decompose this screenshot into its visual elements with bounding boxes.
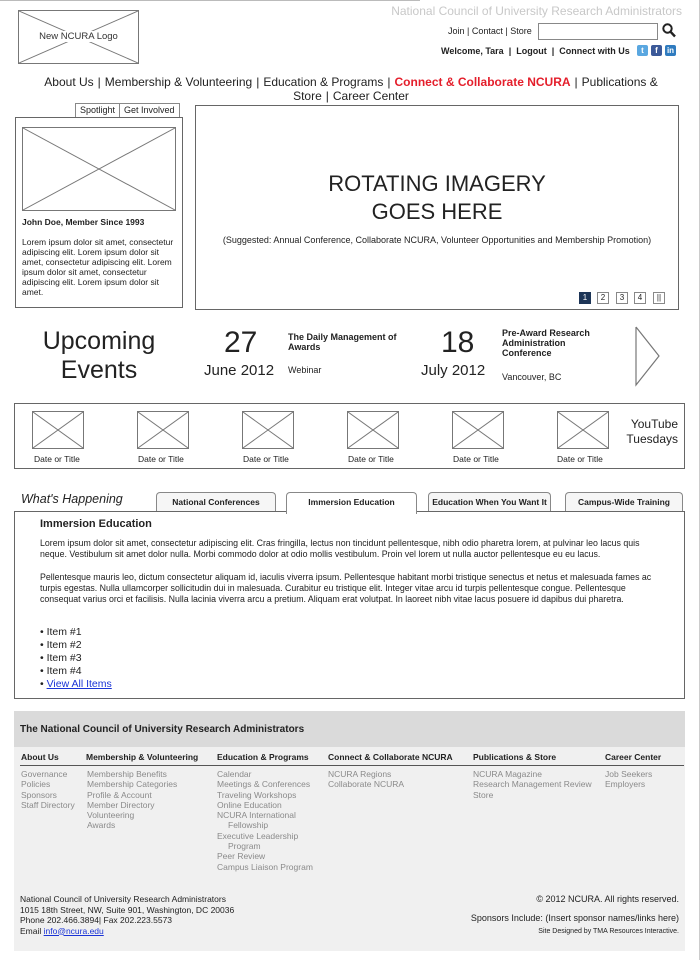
contact-link[interactable]: Contact xyxy=(471,26,503,36)
tab-national-conferences[interactable]: National Conferences xyxy=(156,492,276,512)
footer-link[interactable]: Fellowship xyxy=(228,820,269,831)
footer-heading-career[interactable]: Career Center xyxy=(605,752,662,762)
tab-get-involved[interactable]: Get Involved xyxy=(119,103,180,117)
footer-link[interactable]: Meetings & Conferences xyxy=(217,779,311,790)
whats-happening-title: What's Happening xyxy=(21,492,123,506)
footer-link[interactable]: Awards xyxy=(87,820,116,831)
join-link[interactable]: Join xyxy=(448,26,465,36)
utility-links: Join | Contact | Store xyxy=(448,26,532,36)
spotlight-image-placeholder xyxy=(22,127,176,211)
tab-education-when-you-want-it[interactable]: Education When You Want It xyxy=(428,492,551,512)
store-link[interactable]: Store xyxy=(510,26,532,36)
panel-paragraph: Pellentesque mauris leo, dictum consectetur aliquam id, iaculis viverra ipsum. Pellentesque habitant morbi tristique senectus et netus et malesuada fames ac turpis egestas. Nulla ullamcorper sollicitudin dui in malesuada. Curabitur eu tristique elit. Integer vitae arcu id turpis pellentesque congue. Pellentesque consequat varius orci et facilisis. Nulla lacinia viverra arcu a pretium. Aliquam erat volutpat. In laoreet nibh vitae lacus posuere id dapibus dui pharetra. xyxy=(40,572,652,604)
nav-career[interactable]: Career Center xyxy=(332,89,409,103)
video-caption[interactable]: Date or Title xyxy=(453,454,499,464)
email-link[interactable]: info@ncura.edu xyxy=(43,925,104,936)
logout-link[interactable]: Logout xyxy=(516,46,547,56)
list-item: • Item #4 xyxy=(40,665,82,677)
rotating-title-line1: ROTATING IMAGERY xyxy=(328,171,546,196)
video-caption[interactable]: Date or Title xyxy=(34,454,80,464)
rotating-title xyxy=(196,170,678,226)
list-item: • Item #2 xyxy=(40,639,82,651)
footer-heading-publications[interactable]: Publications & Store xyxy=(473,752,557,762)
footer-link[interactable]: Research Management Review xyxy=(473,779,592,790)
chevron-right-icon[interactable] xyxy=(632,325,662,387)
video-thumbnail[interactable] xyxy=(557,411,609,449)
footer-link[interactable]: Program xyxy=(228,841,261,852)
pager-3[interactable]: 3 xyxy=(616,292,628,304)
footer-link[interactable]: Online Education xyxy=(217,799,282,810)
list-item: • Item #1 xyxy=(40,626,82,638)
footer-link[interactable]: Job Seekers xyxy=(605,769,653,779)
rotating-subtitle: (Suggested: Annual Conference, Collaborate NCURA, Volunteer Opportunities and Membership Promotion) xyxy=(222,235,652,245)
account-bar: Welcome, Tara | Logout | Connect with Us xyxy=(441,46,630,56)
video-thumbnail[interactable] xyxy=(137,411,189,449)
copyright: © 2012 NCURA. All rights reserved. xyxy=(536,894,679,904)
footer-links-education xyxy=(217,769,313,872)
footer-address xyxy=(20,894,234,936)
pause-button[interactable]: || xyxy=(653,292,665,304)
event-month: June 2012 xyxy=(204,362,275,379)
list-item: • Item #3 xyxy=(40,652,82,664)
footer-links-membership xyxy=(87,769,177,831)
footer-link[interactable]: Campus Liaison Program xyxy=(217,861,313,872)
linkedin-icon[interactable]: in xyxy=(666,46,675,55)
nav-membership[interactable]: Membership & Volunteering xyxy=(104,75,253,89)
address-email-row xyxy=(20,926,234,937)
pager-4[interactable]: 4 xyxy=(634,292,646,304)
event-month: July 2012 xyxy=(421,362,486,379)
address-street: 1015 18th Street, NW, Suite 901, Washington, DC 20036 xyxy=(20,904,235,915)
search-icon[interactable] xyxy=(662,23,676,38)
search-input[interactable] xyxy=(538,23,658,40)
rotating-title-line2: GOES HERE xyxy=(371,199,503,224)
footer-link[interactable]: Peer Review xyxy=(217,851,266,862)
event-day: 27 xyxy=(224,326,258,359)
spotlight-body: Lorem ipsum dolor sit amet, consectetur adipiscing elit. Lorem ipsum dolor sit amet, consectetur adipiscing elit. Lorem ipsum dolor sit amet, consectetur adipiscing elit. Lorem ipsum dolor sit amet. xyxy=(22,237,174,297)
logo-placeholder[interactable] xyxy=(18,10,139,64)
org-name: National Council of University Research Administrators xyxy=(391,4,682,18)
footer-link[interactable]: Executive Leadership xyxy=(217,830,299,841)
event-location: Vancouver, BC xyxy=(502,372,562,382)
design-credit[interactable]: Site Designed by TMA Resources Interactive. xyxy=(538,928,679,935)
video-thumbnail[interactable] xyxy=(242,411,294,449)
footer-links-career xyxy=(605,769,652,790)
pager-2[interactable]: 2 xyxy=(597,292,609,304)
footer-links-connect xyxy=(328,769,404,790)
footer-heading-connect[interactable]: Connect & Collaborate NCURA xyxy=(328,752,453,762)
footer-link[interactable]: NCURA Magazine xyxy=(473,769,542,779)
footer-link[interactable]: Employers xyxy=(605,779,646,790)
footer-divider xyxy=(20,765,684,766)
footer-links-publications xyxy=(473,769,592,800)
nav-about[interactable]: About Us xyxy=(44,75,94,89)
footer-link[interactable]: Membership Benefits xyxy=(87,769,167,779)
footer-links-about xyxy=(21,769,75,810)
upcoming-events-title xyxy=(30,327,168,385)
address-phone: Phone 202.466.3894| Fax 202.223.5573 xyxy=(20,915,173,925)
video-thumbnail[interactable] xyxy=(452,411,504,449)
footer-link[interactable]: Collaborate NCURA xyxy=(328,779,405,790)
address-org: National Council of University Research Administrators xyxy=(20,894,226,904)
event-title[interactable]: The Daily Management of Awards xyxy=(288,332,397,352)
nav-connect-collaborate[interactable]: Connect & Collaborate NCURA xyxy=(394,75,571,89)
sponsors-text: Sponsors Include: (Insert sponsor names/links here) xyxy=(470,913,679,923)
view-all-item: • View All Items xyxy=(40,678,112,690)
footer-link[interactable]: Governance xyxy=(21,769,68,779)
footer-link[interactable]: Calendar xyxy=(217,769,252,779)
main-nav: About Us | Membership & Volunteering | Education & Programs | Connect & Collaborate NCURA | Publications & Store | Career Center xyxy=(44,75,658,103)
footer-link[interactable]: Store xyxy=(473,789,494,800)
event-title[interactable]: Pre-Award Research Administration Conference xyxy=(502,328,590,358)
footer-heading-about[interactable]: About Us xyxy=(21,752,59,762)
pager-1[interactable]: 1 xyxy=(579,292,591,304)
footer-link[interactable]: Volunteering xyxy=(87,810,135,821)
video-caption[interactable]: Date or Title xyxy=(243,454,289,464)
footer-link[interactable]: Policies xyxy=(21,779,51,790)
youtube-tuesdays-label[interactable]: YouTube Tuesdays xyxy=(626,417,678,446)
footer-link[interactable]: Profile & Account xyxy=(87,789,152,800)
spotlight-member-name: John Doe, Member Since 1993 xyxy=(22,217,145,227)
tab-immersion-education[interactable]: Immersion Education xyxy=(286,492,417,514)
footer-heading-membership[interactable]: Membership & Volunteering xyxy=(86,752,199,762)
logo-text: New NCURA Logo xyxy=(39,31,118,42)
item-list xyxy=(40,626,112,691)
panel-paragraph: Lorem ipsum dolor sit amet, consectetur adipiscing elit. Cras fringilla, lectus non tincidunt pellentesque, nibh odio pharetra lorem, at pulvinar leo lacus quis neque. Vestibulum sit amet dolor nulla. Morbi commodo dolor at odio mollis vestibulum. Proin vel lorem ut nulla auctor pellentesque eu eu lacus. xyxy=(40,538,640,559)
top-divider xyxy=(0,0,420,1)
nav-education[interactable]: Education & Programs xyxy=(263,75,384,89)
footer-link[interactable]: NCURA Regions xyxy=(328,769,392,779)
welcome-text: Welcome, Tara xyxy=(441,46,504,56)
view-all-link[interactable]: View All Items xyxy=(46,678,112,690)
video-caption[interactable]: Date or Title xyxy=(557,454,603,464)
footer-link[interactable]: Member Directory xyxy=(87,799,155,810)
panel-heading: Immersion Education xyxy=(40,518,152,530)
facebook-icon[interactable]: f xyxy=(651,45,662,56)
video-thumbnail[interactable] xyxy=(32,411,84,449)
upcoming-events-line2: Events xyxy=(60,356,138,384)
upcoming-events-line1: Upcoming xyxy=(42,327,156,355)
footer-link[interactable]: Sponsors xyxy=(21,789,57,800)
footer-link[interactable]: NCURA International xyxy=(217,810,296,821)
footer-link[interactable]: Membership Categories xyxy=(87,779,178,790)
nav-publications[interactable]: Publications & Store xyxy=(293,75,658,103)
event-type: Webinar xyxy=(288,365,322,375)
video-caption[interactable]: Date or Title xyxy=(348,454,394,464)
event-day: 18 xyxy=(441,326,475,359)
tab-spotlight[interactable]: Spotlight xyxy=(75,103,120,117)
connect-with-us-label: Connect with Us xyxy=(559,46,630,56)
twitter-icon[interactable]: t xyxy=(637,45,648,56)
footer-link[interactable]: Staff Directory xyxy=(21,799,75,810)
footer-title: The National Council of University Research Administrators xyxy=(20,724,305,735)
rotating-imagery[interactable] xyxy=(195,105,679,310)
email-label: Email xyxy=(20,925,44,936)
video-thumbnail[interactable] xyxy=(347,411,399,449)
video-caption[interactable]: Date or Title xyxy=(138,454,184,464)
footer-heading-education[interactable]: Education & Programs xyxy=(217,752,309,762)
tab-campus-wide-training[interactable]: Campus-Wide Training xyxy=(565,492,683,512)
footer-link[interactable]: Traveling Workshops xyxy=(217,789,297,800)
